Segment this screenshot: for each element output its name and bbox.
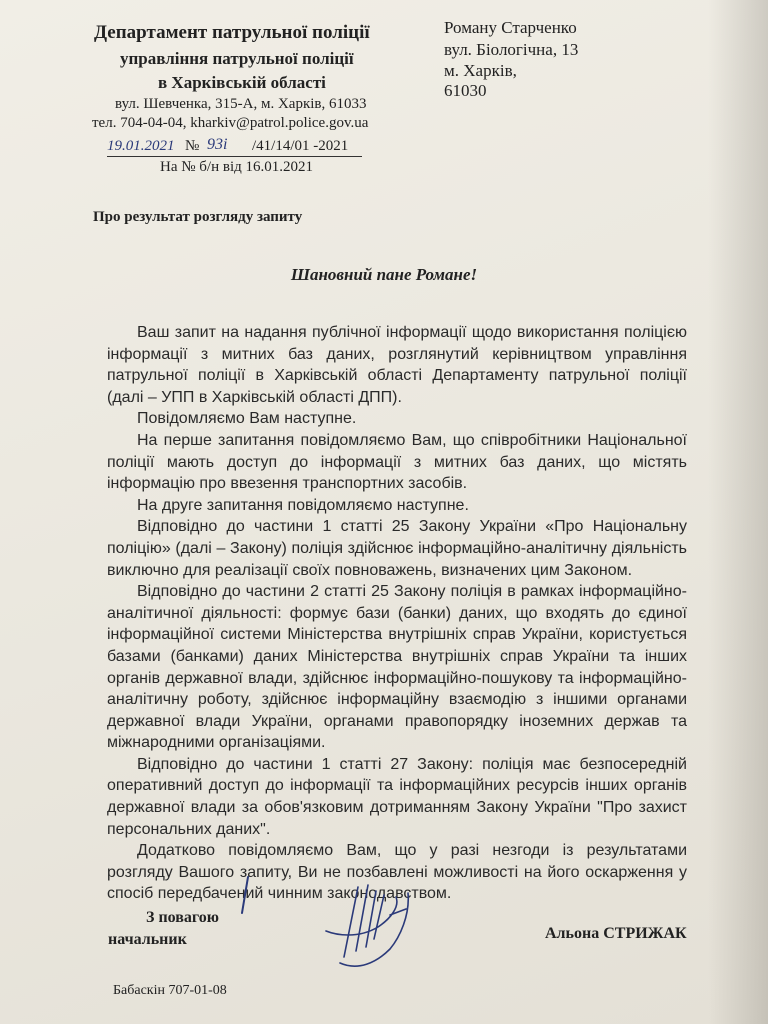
sender-org-line1: Департамент патрульної поліції — [94, 22, 370, 43]
handwritten-signature — [240, 875, 440, 985]
body-paragraph: Ваш запит на надання публічної інформації щодо використання поліцією інформації з митних баз даних, розглянутий керівництвом управління патрульної поліції в Харківській області Департаменту патрульної поліції (далі – УПП в Харківській області ДПП). — [107, 324, 687, 406]
closing-phrase: З повагою — [146, 909, 219, 926]
body-paragraph: Повідомляємо Вам наступне. — [137, 410, 357, 428]
page-shadow — [708, 0, 768, 1024]
letter-greeting: Шановний пане Романе! — [290, 265, 478, 284]
registration-underline — [107, 156, 362, 157]
recipient-zip: 61030 — [444, 81, 487, 100]
recipient-name: Роману Старченко — [444, 18, 577, 37]
body-paragraph: Відповідно до частини 1 статті 25 Закону України «Про Національну поліцію» (далі – Закону) поліція здійснює інформаційно-аналітичну діяльність виключно для реалізації своїх повноважень, визначених цим Законом. — [107, 518, 687, 579]
body-paragraph: На перше запитання повідомляємо Вам, що співробітники Національної поліції мають доступ до інформації з митних баз даних, що містять інформацію про ввезення транспортних засобів. — [107, 431, 687, 493]
body-paragraph: Відповідно до частини 1 статті 27 Закону: поліція має безпосередній оперативний доступ до інформації та інформаційних ресурсів інших органів державної влади за обов'язковим дотриманням Закону України "Про захист персональних даних". — [107, 755, 687, 838]
sender-contacts: тел. 704-04-04, kharkiv@patrol.police.gov.ua — [92, 115, 369, 131]
registration-number-handwritten: 93і — [207, 136, 228, 153]
letter-body — [107, 322, 687, 905]
body-paragraph: Відповідно до частини 2 статті 25 Закону поліція в рамках інформаційно-аналітичної діяльності: формує бази (банки) даних, що входять до єдиної інформаційної системи Міністерства внутрішніх справ України, користується базами (банками) даних Міністерства внутрішніх справ України та інших органів державної влади, здійснює інформаційно-пошукову та інформаційно-аналітичну роботу, здійснює інформаційну взаємодію з іншими органами державної влади України, органами правопорядку іноземних держав та міжнародними організаціями. — [107, 583, 687, 752]
registration-index: /41/14/01 -2021 — [252, 138, 349, 154]
executor-info: Бабаскін 707-01-08 — [113, 983, 227, 998]
signer-name: Альона СТРИЖАК — [545, 925, 687, 942]
letter-subject: Про результат розгляду запиту — [93, 209, 303, 225]
recipient-street: вул. Біологічна, 13 — [444, 40, 579, 59]
body-paragraph: На друге запитання повідомляємо наступне. — [137, 496, 469, 514]
recipient-city: м. Харків, — [444, 61, 517, 80]
registration-line — [107, 138, 362, 160]
signer-position: начальник — [108, 931, 187, 948]
reply-reference: На № б/н від 16.01.2021 — [160, 159, 314, 175]
sender-org-line3: в Харківській області — [158, 73, 326, 92]
registration-date: 19.01.2021 — [107, 138, 175, 154]
registration-no-label: № — [185, 138, 200, 154]
sender-address: вул. Шевченка, 315-А, м. Харків, 61033 — [115, 96, 367, 112]
body-paragraph: Додатково повідомляємо Вам, що у разі незгоди із результатами розгляду Вашого запиту, Ви не позбавлені можливості на його оскарження у спосіб передбачений чинним законодавством. — [107, 842, 687, 903]
sender-org-line2: управління патрульної поліції — [120, 49, 354, 68]
